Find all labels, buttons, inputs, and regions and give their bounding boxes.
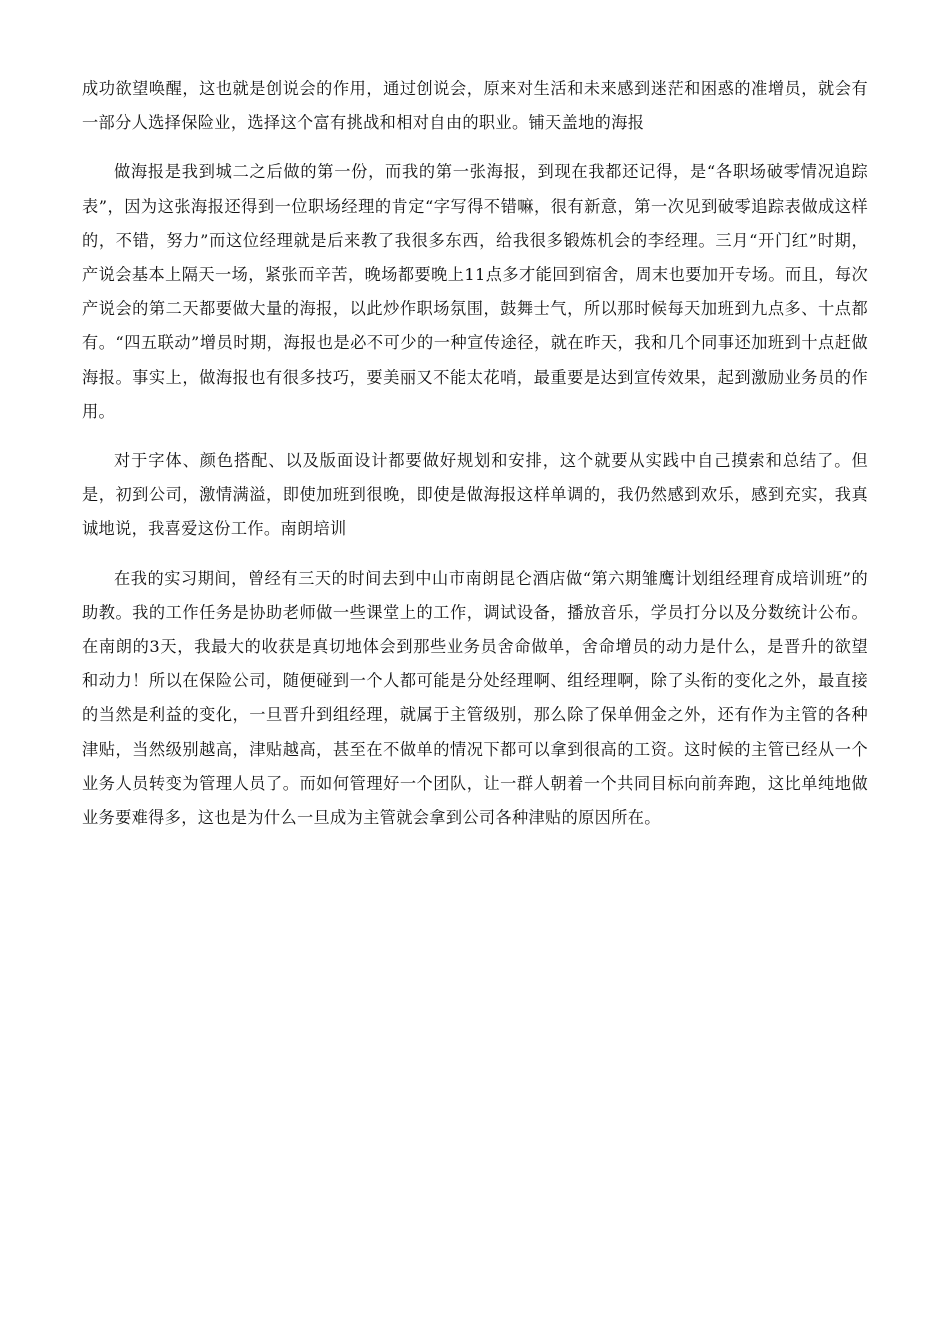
paragraph-continuation: 成功欲望唤醒，这也就是创说会的作用，通过创说会，原来对生活和未来感到迷茫和困惑的准增员，就会有一部分人选择保险业，选择这个富有挑战和相对自由的职业。铺天盖地的海报 (82, 79, 868, 133)
paragraph-design: 对于字体、颜色搭配、以及版面设计都要做好规划和安排，这个就要从实践中自己摸索和总结了。但是，初到公司，激情满溢，即使加班到很晚，即使是做海报这样单调的，我仍然感到欢乐，感到充实，我真诚地说，我喜爱这份工作。南朗培训 (82, 451, 868, 539)
paragraph-posters: 做海报是我到城二之后做的第一份，而我的第一张海报，到现在我都还记得，是“各职场破零情况追踪表”，因为这张海报还得到一位职场经理的肯定“字写得不错嘛，很有新意，第一次见到破零追踪表做成这样的，不错，努力”而这位经理就是后来教了我很多东西，给我很多锻炼机会的李经理。三月“开门红”时期，产说会基本上隔天一场，紧张而辛苦，晚场都要晚上11点多才能回到宿舍，周末也要加开专场。而且，每次产说会的第二天都要做大量的海报，以此炒作职场氛围，鼓舞士气，所以那时候每天加班到九点多、十点都有。“四五联动”增员时期，海报也是必不可少的一种宣传途径，就在昨天，我和几个同事还加班到十点赶做海报。事实上，做海报也有很多技巧，要美丽又不能太花哨，最重要是达到宣传效果，起到激励业务员的作用。 (82, 162, 868, 421)
paragraph-nanlang-training: 在我的实习期间，曾经有三天的时间去到中山市南朗昆仑酒店做“第六期雏鹰计划组经理育成培训班”的助教。我的工作任务是协助老师做一些课堂上的工作，调试设备，播放音乐，学员打分以及分数统计公布。在南朗的3天，我最大的收获是真切地体会到那些业务员舍命做单，舍命增员的动力是什么，是晋升的欲望和动力！所以在保险公司，随便碰到一个人都可能是分处经理啊、组经理啊，除了头衔的变化之外，最直接的当然是利益的变化，一旦晋升到组经理，就属于主管级别，那么除了保单佣金之外，还有作为主管的各种津贴，当然级别越高，津贴越高，甚至在不做单的情况下都可以拿到很高的工资。这时候的主管已经从一个业务人员转变为管理人员了。而如何管理好一个团队，让一群人朝着一个共同目标向前奔跑，这比单纯地做业务要难得多，这也是为什么一旦成为主管就会拿到公司各种津贴的原因所在。 (82, 568, 868, 828)
document-body (82, 72, 868, 850)
